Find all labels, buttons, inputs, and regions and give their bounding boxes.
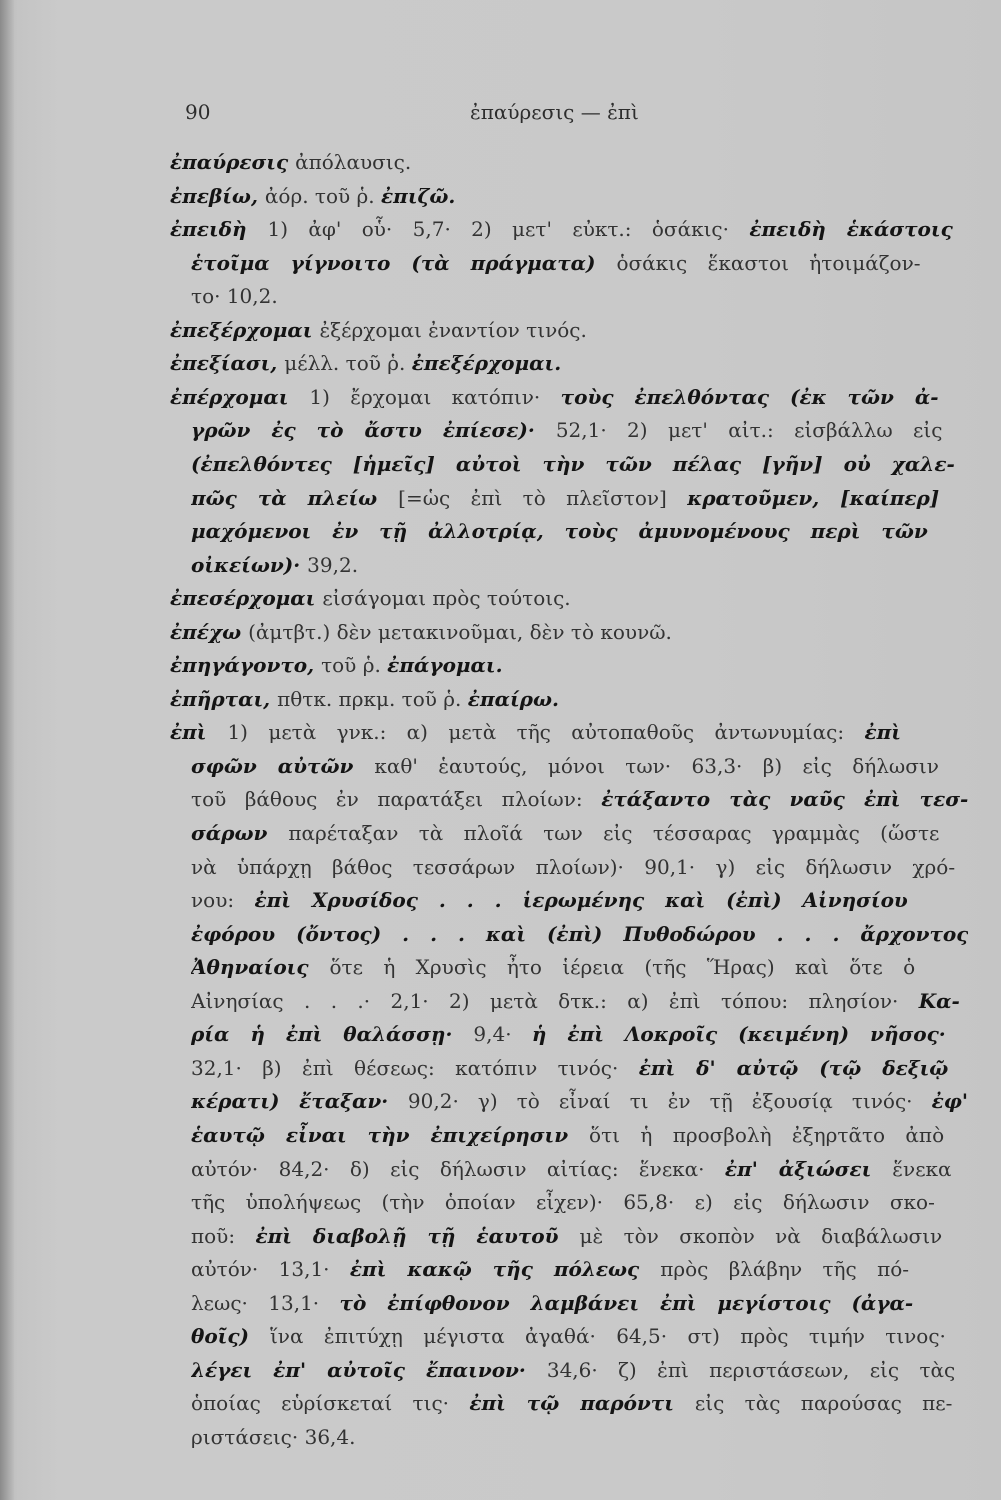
headword-text: ἐπὶ (864, 720, 901, 745)
definition-text: ὅτι ἡ προσβολὴ ἐξηρτᾶτο ἀπὸ (589, 1122, 945, 1147)
definition-text: ὁποίας εὑρίσκεταί τις· (191, 1391, 470, 1416)
headword-text: ἐπειδὴ ἑκάστοις (749, 217, 953, 242)
definition-text: λεως· 13,1· (191, 1290, 340, 1315)
headword-text: ρία ἡ ἐπὶ θαλάσσῃ· (191, 1022, 474, 1047)
entry-line (191, 818, 968, 848)
definition-text: Αἰνησίας . . .· 2,1· 2) μετὰ δτκ.: α) ἐπὶ τόπου: πλησίον· (191, 988, 919, 1013)
entry-line (191, 885, 968, 915)
entry-line (170, 147, 968, 177)
headword-text: ἐπὶ κακῷ τῆς πόλεως (349, 1257, 661, 1282)
entry-line (191, 415, 968, 445)
entry-line (191, 1321, 968, 1351)
headword-text: τοὺς ἐπελθόντας (ἐκ τῶν ἀ- (560, 384, 939, 409)
definition-text: τοῦ ῥ. (321, 653, 388, 678)
definition-text: 9,4· (473, 1022, 532, 1047)
headword-text: κρατοῦμεν, [καίπερ] (687, 485, 940, 510)
definition-text: 52,1· 2) μετ' αἰτ.: εἰσβάλλω εἰς (555, 418, 943, 443)
entry-line (191, 1187, 968, 1217)
definition-text: ἀπόλαυσις. (295, 150, 412, 174)
headword-text: ἐπεβίω, (170, 183, 265, 208)
definition-text: ποῦ: (191, 1223, 256, 1248)
definition-text: αὐτόν· 84,2· δ) εἰς δήλωσιν αἰτίας: ἕνεκα· (191, 1156, 725, 1181)
headword-text: λέγει ἐπ' αὐτοῖς ἔπαινον· (191, 1357, 547, 1382)
entry-line (191, 248, 968, 278)
definition-text: ὅτε ἡ Χρυσὶς ἦτο ἱέρεια (τῆς Ἥρας) καὶ ὅτε ὁ (329, 955, 916, 980)
page-binding-edge (0, 0, 14, 1500)
headword-text: ἐπὶ (170, 720, 228, 745)
headword-text: ἐπὶ Χρυσίδος . . . ἱερωμένης καὶ (ἐπὶ) Αἰνησίου (254, 888, 908, 913)
entry-line (170, 181, 968, 211)
entry-line (191, 449, 968, 479)
definition-text: πρὸς βλάβην τῆς πό- (660, 1257, 910, 1282)
entry-line (191, 1053, 968, 1083)
headword-text: ἡ ἐπὶ Λοκροῖς (κειμένη) νῆσος· (531, 1022, 946, 1047)
headword-text: ἐπεξέρχομαι. (411, 351, 562, 376)
entry-line (191, 1254, 968, 1284)
headword-text: ἐπὶ τῷ παρόντι (469, 1391, 695, 1416)
headword-text: ἐπάγομαι. (387, 653, 503, 678)
headword-text: ἐτάξαντο τὰς ναῦς ἐπὶ τεσ- (601, 787, 968, 812)
headword-text: ἑτοῖμα γίγνοιτο (τὰ πράγματα) (191, 250, 617, 275)
headword-text: (ἐπελθόντες [ἡμεῖς] αὐτοὶ τὴν τῶν πέλας [γῆν] οὐ χαλε- (191, 451, 955, 476)
definition-text: νου: (191, 888, 255, 913)
definition-text: εἰς τὰς παρούσας πε- (694, 1391, 953, 1416)
definition-text: εἰσάγομαι πρὸς τούτοις. (322, 586, 571, 611)
entry-line (170, 617, 968, 647)
headword-text: ἐπέχω (170, 619, 249, 644)
headword-text: θοῖς) (191, 1324, 270, 1349)
headword-text: ἐπεξέρχομαι (170, 317, 320, 342)
entry-line (191, 751, 968, 781)
page-header (185, 100, 815, 130)
entry-line (191, 1221, 968, 1251)
entry-line (191, 1355, 968, 1385)
headword-text: οἰκείων)· (191, 552, 308, 577)
headword-text: ἐπιζῶ. (381, 183, 456, 208)
definition-text: μὲ τὸν σκοπὸν νὰ διαβάλωσιν (579, 1223, 943, 1248)
headword-text: ἐπεξίασι, (170, 351, 285, 376)
entry-line (191, 1288, 968, 1318)
headword-text: γρῶν ἐς τὸ ἄστυ ἐπίεσε)· (191, 418, 556, 443)
entry-line (170, 684, 968, 714)
definition-text: ἵνα ἐπιτύχῃ μέγιστα ἀγαθά· 64,5· στ) πρὸς τιμήν τινος· (269, 1324, 946, 1349)
headword-text: μαχόμενοι ἐν τῇ ἀλλοτρίᾳ, τοὺς ἀμυνομένους περὶ τῶν (191, 519, 928, 544)
headword-text: τὸ ἐπίφθονον λαμβάνει ἐπὶ μεγίστοις (ἀγα- (339, 1290, 914, 1315)
entry-line (191, 550, 968, 580)
definition-text: τῆς ὑπολήψεως (τὴν ὁποίαν εἶχεν)· 65,8· ε) εἰς δήλωσιν σκο- (191, 1190, 935, 1215)
headword-text: κέρατι) ἔταξαν· (191, 1089, 408, 1114)
definition-text: το· 10,2. (191, 284, 278, 309)
entry-line (191, 1422, 968, 1452)
headword-text: Κα- (918, 988, 960, 1013)
definition-text: ριστάσεις· 36,4. (191, 1424, 356, 1449)
definition-text: μέλλ. τοῦ ῥ. (284, 351, 412, 376)
headword-text: ἐφόρου (ὄντος) . . . καὶ (ἐπὶ) Πυθοδώρου . . . ἄρχοντος (191, 921, 968, 946)
entry-line (191, 784, 968, 814)
headword-text: ἐπὶ δ' αὐτῷ (τῷ δεξιῷ (638, 1055, 949, 1080)
definition-text: νὰ ὑπάρχῃ βάθος τεσσάρων πλοίων)· 90,1· γ) εἰς δήλωσιν χρό- (191, 854, 956, 879)
entry-line (191, 1120, 968, 1150)
headword-text: ἐφ' (931, 1089, 968, 1114)
running-head: ἐπαύρεσις — ἐπὶ (470, 100, 639, 124)
definition-text: 34,6· ζ) ἐπὶ περιστάσεων, εἰς τὰς (546, 1357, 956, 1382)
entry-line (191, 952, 968, 982)
entry-line (191, 1388, 968, 1418)
entry-line (191, 483, 968, 513)
entry-line (191, 1086, 968, 1116)
headword-text: σάρων (191, 821, 289, 845)
definition-text: ἕνεκα (892, 1156, 952, 1181)
entry-line (170, 348, 968, 378)
definition-text: ἀόρ. τοῦ ῥ. (264, 183, 382, 208)
headword-text: ἐπηγάγοντο, (170, 653, 322, 678)
definition-text: 1) ἔρχομαι κατόπιν· (309, 384, 561, 409)
definition-text: παρέταξαν τὰ πλοῖά των εἰς τέσσαρας γραμμὰς (ὥστε (288, 821, 940, 845)
definition-text: ὁσάκις ἕκαστοι ἡτοιμάζον- (616, 250, 921, 275)
entry-line (170, 717, 968, 747)
headword-text: σφῶν αὐτῶν (191, 753, 375, 778)
definition-text: 32,1· β) ἐπὶ θέσεως: κατόπιν τινός· (191, 1055, 639, 1080)
definition-text: 90,2· γ) τὸ εἶναί τι ἐν τῇ ἐξουσίᾳ τινός· (407, 1089, 932, 1114)
headword-text: ἐπαύρεσις (170, 150, 296, 174)
headword-text: ἑαυτῷ εἶναι τὴν ἐπιχείρησιν (191, 1122, 590, 1147)
definition-text: 1) ἀφ' οὗ· 5,7· 2) μετ' εὐκτ.: ὁσάκις· (267, 217, 750, 242)
entry-line (191, 281, 968, 311)
headword-text: Ἀθηναίοις (191, 955, 330, 980)
headword-text: ἐπέρχομαι (170, 384, 310, 409)
entry-line (170, 382, 968, 412)
headword-text: ἐπῆρται, (170, 686, 278, 711)
definition-text: 1) μετὰ γνκ.: α) μετὰ τῆς αὐτοπαθοῦς ἀντωνυμίας: (227, 720, 865, 745)
entry-line (191, 1019, 968, 1049)
definition-text: ἐξέρχομαι ἐναντίον τινός. (319, 317, 587, 342)
entry-line (191, 986, 968, 1016)
entry-line (170, 315, 968, 345)
headword-text: ἐπεσέρχομαι (170, 586, 323, 611)
entry-line (170, 650, 968, 680)
definition-text: (ἀμτβτ.) δὲν μετακινοῦμαι, δὲν τὸ κουνῶ. (248, 619, 672, 644)
entry-line (191, 1154, 968, 1184)
entry-line (191, 516, 968, 546)
definition-text: αὐτόν· 13,1· (191, 1257, 350, 1282)
headword-text: ἐπειδὴ (170, 217, 268, 242)
headword-text: ἐπὶ διαβολῇ τῇ ἑαυτοῦ (255, 1223, 580, 1248)
headword-text: πῶς τὰ πλείω (191, 485, 399, 510)
definition-text: 39,2. (307, 552, 359, 577)
page-number: 90 (185, 100, 211, 124)
definition-text: πθτκ. πρκμ. τοῦ ῥ. (277, 686, 468, 711)
entry-line (191, 852, 968, 882)
headword-text: ἐπ' ἀξιώσει (724, 1156, 893, 1181)
definition-text: τοῦ βάθους ἐν παρατάξει πλοίων: (191, 787, 602, 812)
entry-line (191, 919, 968, 949)
entry-line (170, 214, 968, 244)
definition-text: [=ὡς ἐπὶ τὸ πλεῖστον] (398, 485, 688, 510)
entry-line (170, 583, 968, 613)
headword-text: ἐπαίρω. (467, 686, 559, 711)
definition-text: καθ' ἑαυτούς, μόνοι των· 63,3· β) εἰς δήλωσιν (374, 753, 939, 778)
